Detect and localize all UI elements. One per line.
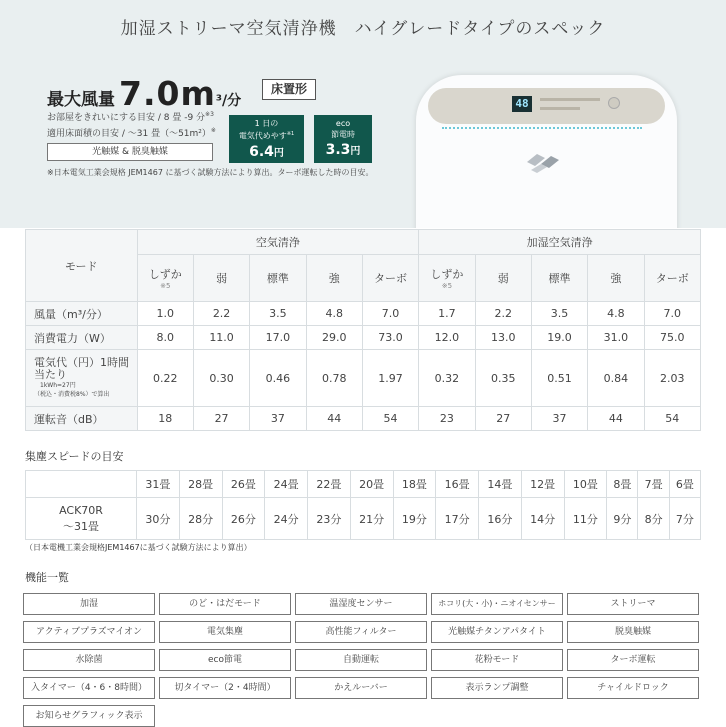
air-clean-header: 空気清浄 bbox=[137, 230, 419, 255]
function-item: eco節電 bbox=[159, 649, 291, 671]
max-wind-label: 最大風量 bbox=[47, 90, 115, 110]
function-grid bbox=[23, 593, 701, 727]
function-item: 切タイマー（2・4時間） bbox=[159, 677, 291, 699]
mode-cell: 弱 bbox=[193, 255, 249, 302]
streamer-logo-icon bbox=[523, 148, 563, 178]
mode-cell: しずか ※5 bbox=[137, 255, 193, 302]
mode-cell: 標準 bbox=[531, 255, 587, 302]
table-row: ACK70R ～31畳 30分 28分 26分 24分 23分 21分 19分 17分 16分 14分 11分 9分 8分 7分 bbox=[26, 498, 701, 540]
mode-cell: ターボ bbox=[644, 255, 700, 302]
mode-cell: 強 bbox=[306, 255, 362, 302]
function-item: 自動運転 bbox=[295, 649, 427, 671]
humidity-display: 48 bbox=[512, 96, 532, 112]
mode-cell: 弱 bbox=[475, 255, 531, 302]
function-item: 高性能フィルター bbox=[295, 621, 427, 643]
function-item: チャイルドロック bbox=[567, 677, 699, 699]
mode-cell: 強 bbox=[588, 255, 644, 302]
max-wind-value: 7.0m bbox=[119, 74, 216, 113]
hero-banner bbox=[0, 0, 726, 228]
dust-speed-table bbox=[25, 470, 701, 540]
max-wind bbox=[47, 74, 241, 113]
control-panel bbox=[428, 88, 665, 124]
function-item: アクティブプラズマイオン bbox=[23, 621, 155, 643]
function-item: 光触媒チタンアパタイト bbox=[431, 621, 563, 643]
page-title: 加湿ストリーマ空気清浄機 ハイグレードタイプのスペック bbox=[120, 19, 606, 39]
speed-heading: 集塵スピードの目安 bbox=[25, 450, 124, 463]
function-item: 加湿 bbox=[23, 593, 155, 615]
max-wind-unit: ³/分 bbox=[215, 93, 242, 109]
speed-footnote: （日本電機工業会規格JEM1467に基づく試験方法により算出） bbox=[25, 543, 252, 552]
mode-header: モード bbox=[26, 230, 138, 302]
function-item: ストリーマ bbox=[567, 593, 699, 615]
function-item: 水除菌 bbox=[23, 649, 155, 671]
function-item: 脱臭触媒 bbox=[567, 621, 699, 643]
table-row: 消費電力（W） 8.0 11.0 17.0 29.0 73.0 12.0 13.0 19.0 31.0 75.0 bbox=[26, 326, 701, 350]
functions-heading: 機能一覧 bbox=[25, 571, 69, 584]
function-item: 入タイマー（4・6・8時間） bbox=[23, 677, 155, 699]
function-item: 電気集塵 bbox=[159, 621, 291, 643]
product-image bbox=[416, 75, 677, 228]
mode-cell: 標準 bbox=[250, 255, 306, 302]
catalyst-badge: 光触媒 & 脱臭触媒 bbox=[47, 143, 213, 161]
table-row: 31畳 28畳 26畳 24畳 22畳 20畳 18畳 16畳 14畳 12畳 10畳 8畳 7畳 6畳 bbox=[26, 471, 701, 498]
table-row: 風量（m³/分） 1.0 2.2 3.5 4.8 7.0 1.7 2.2 3.5 4.8 7.0 bbox=[26, 302, 701, 326]
daily-cost-box: 1 日の 電気代めやす$^{※1}$ 6.4円 bbox=[229, 115, 304, 163]
eco-cost-box: eco 節電時 3.3円 bbox=[314, 115, 372, 163]
function-item: かえルーバー bbox=[295, 677, 427, 699]
function-item: ターボ運転 bbox=[567, 649, 699, 671]
function-item: 花粉モード bbox=[431, 649, 563, 671]
room-clean-desc: お部屋をきれいにする目安 / 8 畳 -9 分$^{※3}$ bbox=[47, 111, 214, 123]
humidify-clean-header: 加湿空気清浄 bbox=[419, 230, 701, 255]
function-item: 温湿度センサー bbox=[295, 593, 427, 615]
hero-footnote: ※日本電気工業会規格 JEM1467 に基づく試験方法により算出。ターボ運転した時の目安。 bbox=[47, 168, 374, 177]
model-cell: ACK70R ～31畳 bbox=[26, 498, 137, 540]
floor-area-desc: 適用床面積の目安 / ～31 畳（～51m²）※ bbox=[47, 127, 216, 139]
indicator-lights bbox=[442, 127, 642, 132]
spec-table bbox=[25, 229, 701, 431]
floor-type-badge: 床置形 bbox=[262, 79, 316, 100]
function-item: お知らせグラフィック表示 bbox=[23, 705, 155, 727]
function-item: 表示ランプ調整 bbox=[431, 677, 563, 699]
mode-cell: ターボ bbox=[362, 255, 418, 302]
function-item: ホコリ(大・小)・ニオイセンサー bbox=[431, 593, 563, 615]
function-item: のど・はだモード bbox=[159, 593, 291, 615]
mode-cell: しずか ※5 bbox=[419, 255, 475, 302]
table-row: 運転音（dB） 18 27 37 44 54 23 27 37 44 54 bbox=[26, 407, 701, 431]
table-row: 電気代（円）1時間当たり 1kWh=27円 （税込・消費税8%）で算出 0.22 0.30 0.46 0.78 1.97 0.32 0.35 0.51 0.84 2.03 bbox=[26, 350, 701, 407]
